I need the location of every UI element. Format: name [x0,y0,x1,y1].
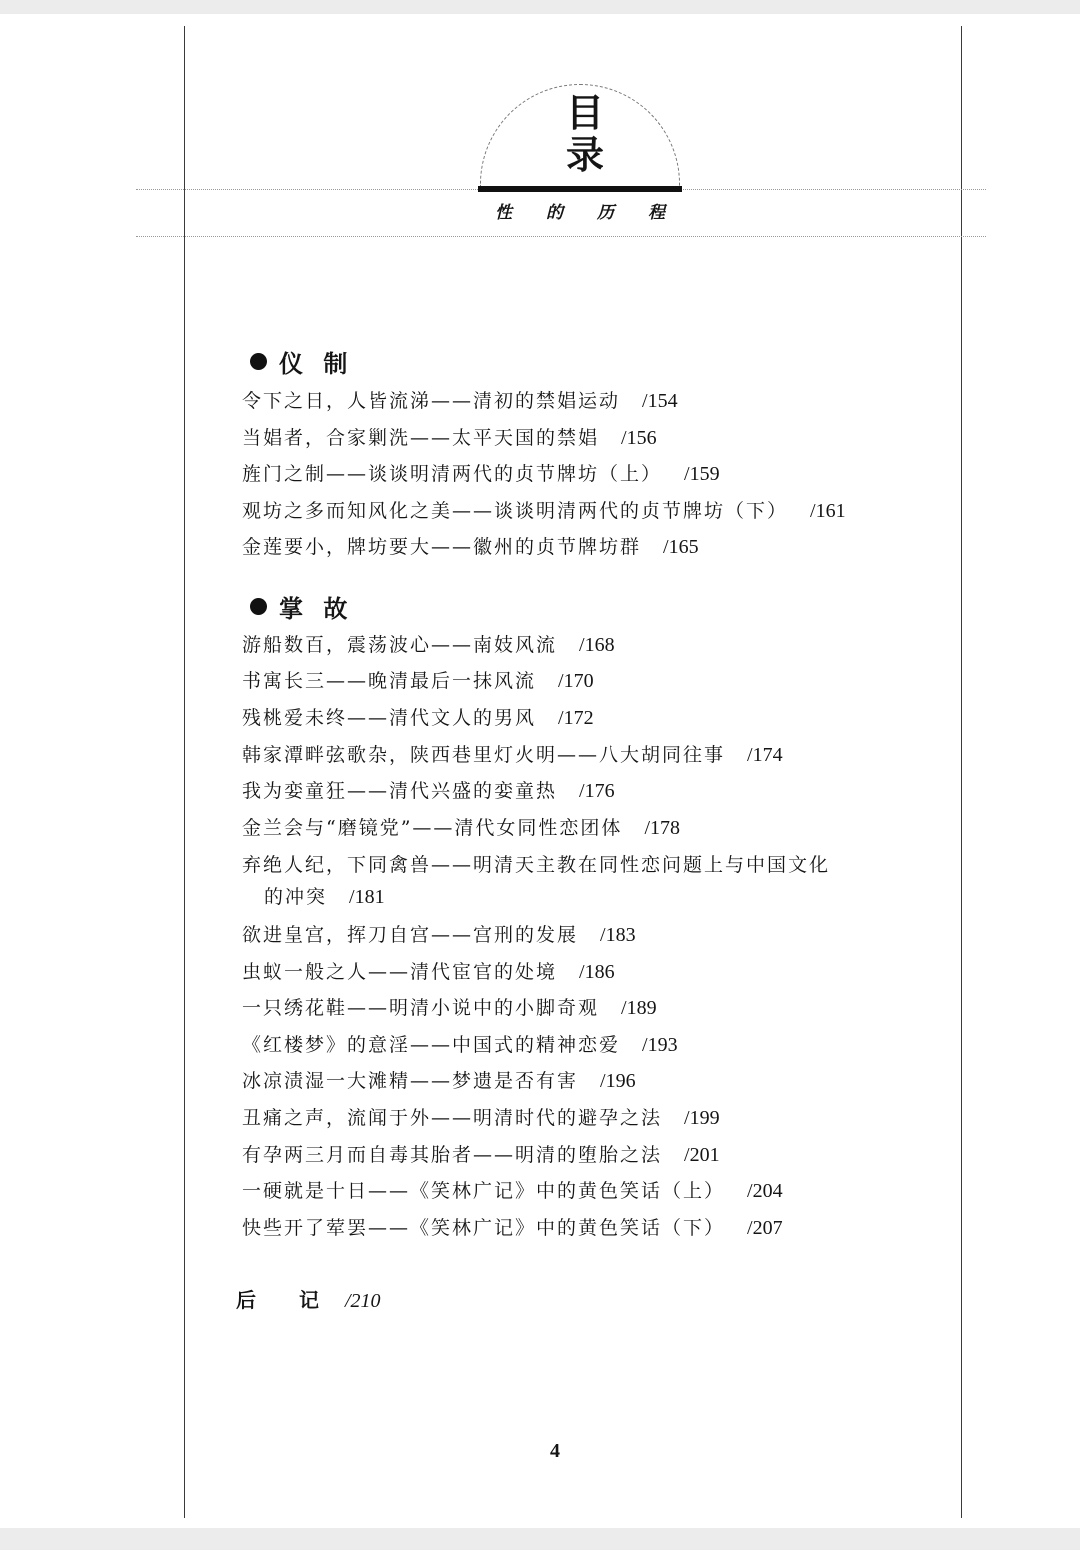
toc-entry-page: /161 [810,500,846,522]
toc-entry-page: /172 [558,707,594,729]
toc-entry-title: 快些开了荤罢——《笑林广记》中的黄色笑话（下） [242,1217,726,1239]
toc-entry-title: 冰凉渍湿一大滩精——梦遗是否有害 [242,1070,579,1092]
toc-entry-page: /165 [663,536,699,558]
toc-entry-page: /193 [642,1034,678,1056]
toc-entry-page: /210 [344,1290,381,1312]
toc-entry-page: /176 [579,780,615,802]
toc-entry[interactable] [242,923,636,947]
toc-entry-continuation[interactable] [264,885,385,909]
toc-entry-afterword[interactable] [236,1284,381,1313]
toc-entry-title: 弃绝人纪，下同禽兽——明清天主教在同性恋问题上与中国文化 [242,854,831,876]
section-heading-label: 掌 故 [279,594,354,623]
toc-entry-page: /181 [349,886,385,908]
toc-entry[interactable] [242,1216,783,1240]
toc-entry[interactable] [242,499,846,523]
subtitle-char: 性 [495,203,512,223]
left-margin-rule [184,26,185,1518]
afterword-label: 后 记 [236,1288,337,1312]
toc-entry[interactable] [242,389,678,413]
toc-entry-title: 欲进皇宫，挥刀自宫——宫刑的发展 [242,924,579,946]
toc-entry[interactable] [242,633,615,657]
toc-entry-title: 金莲要小，牌坊要大——徽州的贞节牌坊群 [242,536,642,558]
toc-entry[interactable] [242,1106,720,1130]
toc-entry[interactable] [242,779,615,803]
toc-entry-title: 残桃爱未终——清代文人的男风 [242,707,537,729]
toc-entry[interactable] [242,853,830,877]
toc-entry-page: /186 [579,961,615,983]
header-bar [478,186,682,192]
toc-entry-page: /174 [747,744,783,766]
toc-entry[interactable] [242,816,680,840]
toc-entry[interactable] [242,1179,783,1203]
toc-entry-page: /204 [747,1180,783,1202]
toc-entry[interactable] [242,960,615,984]
toc-entry-page: /207 [747,1217,783,1239]
toc-entry[interactable] [242,706,594,730]
toc-entry-title: 有孕两三月而自毒其胎者——明清的堕胎之法 [242,1144,663,1166]
toc-entry-page: /196 [600,1070,636,1092]
section-heading-yizhi [250,344,353,379]
header-dotted-rule-bottom [136,236,986,237]
toc-entry-title: 当娼者，合家剿洗——太平天国的禁娼 [242,427,600,449]
toc-entry-title: 金兰会与“磨镜党”——清代女同性恋团体 [242,817,623,839]
toc-entry-title: 丑痛之声，流闻于外——明清时代的避孕之法 [242,1107,663,1129]
toc-entry-title: 一硬就是十日——《笑林广记》中的黄色笑话（上） [242,1180,726,1202]
toc-entry[interactable] [242,426,657,450]
toc-entry[interactable] [242,462,720,486]
toc-entry-title: 游船数百，震荡波心——南妓风流 [242,634,558,656]
subtitle-char: 历 [597,203,614,223]
toc-entry-title: 的冲突 [264,886,328,908]
toc-entry[interactable] [242,535,699,559]
toc-entry[interactable] [242,996,657,1020]
toc-entry-title: 观坊之多而知风化之美——谈谈明清两代的贞节牌坊（下） [242,500,789,522]
toc-entry-title: 《红楼梦》的意淫——中国式的精神恋爱 [242,1034,621,1056]
toc-entry[interactable] [242,1069,636,1093]
subtitle-char: 程 [648,203,665,223]
section-heading-zhanggu [250,589,353,624]
book-subtitle [478,198,682,223]
toc-entry-title: 令下之日，人皆流涕——清初的禁娼运动 [242,390,621,412]
toc-entry[interactable] [242,669,594,693]
toc-entry[interactable] [242,1033,678,1057]
toc-entry-page: /170 [558,670,594,692]
section-heading-label: 仪 制 [279,349,354,378]
toc-entry-page: /156 [621,427,657,449]
toc-entry-page: /189 [621,997,657,1019]
toc-entry-page: /168 [579,634,615,656]
toc-entry-page: /199 [684,1107,720,1129]
toc-entry-page: /201 [684,1144,720,1166]
bullet-icon [250,353,267,370]
book-page [0,14,1080,1528]
page-title: 目 录 [565,90,604,177]
toc-entry-title: 一只绣花鞋——明清小说中的小脚奇观 [242,997,600,1019]
toc-entry-title: 我为娈童狂——清代兴盛的娈童热 [242,780,558,802]
toc-entry-page: /183 [600,924,636,946]
toc-entry-title: 虫蚁一般之人——清代宦官的处境 [242,961,558,983]
right-margin-rule [961,26,962,1518]
toc-entry-page: /178 [644,817,680,839]
subtitle-char: 的 [546,203,563,223]
bullet-icon [250,598,267,615]
toc-entry-title: 旌门之制——谈谈明清两代的贞节牌坊（上） [242,463,663,485]
toc-entry-title: 书寓长三——晚清最后一抹风流 [242,670,537,692]
toc-entry[interactable] [242,1143,720,1167]
toc-entry[interactable] [242,743,783,767]
toc-entry-page: /154 [642,390,678,412]
page-number: 4 [550,1440,560,1462]
toc-entry-title: 韩家潭畔弦歌杂，陕西巷里灯火明——八大胡同往事 [242,744,726,766]
toc-entry-page: /159 [684,463,720,485]
